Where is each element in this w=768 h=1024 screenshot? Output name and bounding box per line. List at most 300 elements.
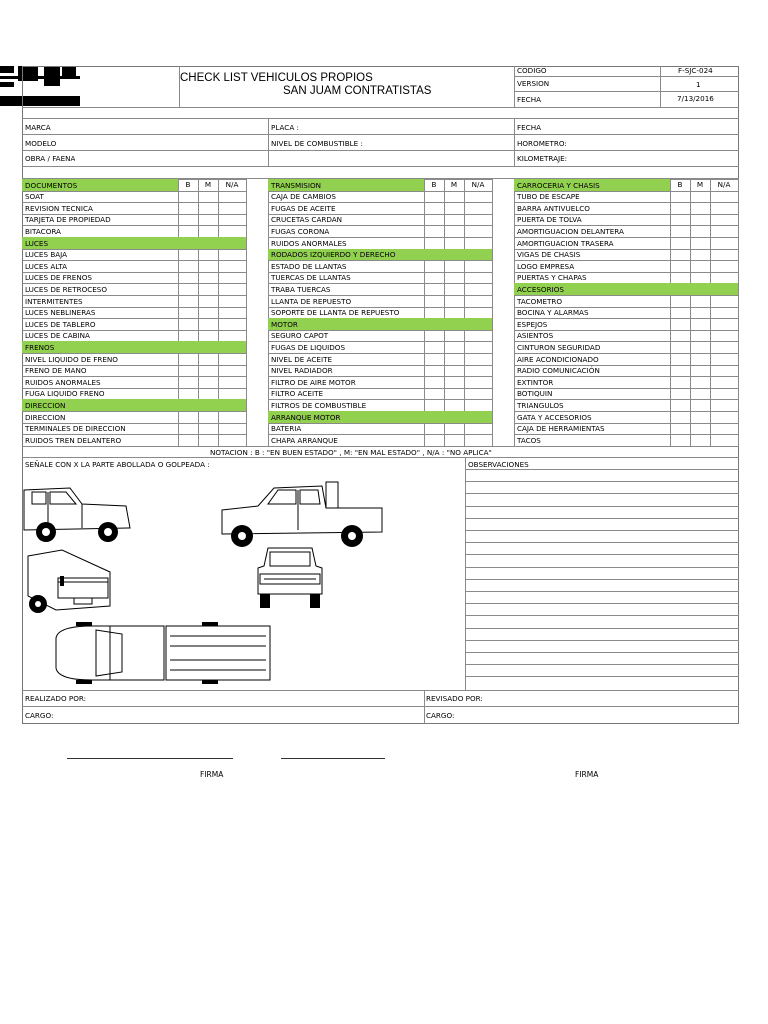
rating-cell-m (198, 399, 218, 411)
checklist-item-label: EXTINTOR (517, 377, 554, 387)
rating-cell-b[interactable] (178, 202, 198, 214)
rating-cell-b[interactable] (424, 202, 444, 214)
section-header: ACCESORIOS (517, 284, 564, 294)
rating-cell-b[interactable] (670, 225, 690, 237)
rating-cell-na[interactable] (218, 353, 246, 365)
rating-cell-m[interactable] (444, 399, 464, 411)
rating-cell-na[interactable] (464, 225, 492, 237)
rating-cell-m[interactable] (690, 399, 710, 411)
rating-cell-b[interactable] (670, 376, 690, 388)
rating-cell-m[interactable] (198, 353, 218, 365)
rating-cell-na[interactable] (464, 307, 492, 319)
rating-cell-b[interactable] (670, 365, 690, 377)
rating-cell-na[interactable] (710, 399, 738, 411)
rating-cell-b[interactable] (670, 399, 690, 411)
rating-cell-na[interactable] (218, 365, 246, 377)
checklist-item-label: LUCES NEBLINERAS (25, 308, 96, 318)
truck-top-view-diagram[interactable] (52, 620, 276, 686)
rating-cell-na[interactable] (464, 295, 492, 307)
kilometraje-field[interactable]: KILOMETRAJE: (517, 154, 568, 163)
rating-cell-b[interactable] (670, 330, 690, 342)
checklist-item-label: RUIDOS ANORMALES (271, 238, 347, 248)
checklist-item-label: SOPORTE DE LLANTA DE REPUESTO (271, 308, 400, 318)
rating-cell-m[interactable] (444, 423, 464, 435)
rating-cell-m[interactable] (690, 330, 710, 342)
grid-line (465, 518, 739, 519)
rating-cell-m[interactable] (198, 307, 218, 319)
checklist-item-label: CHAPA ARRANQUE (271, 435, 338, 445)
rating-cell-m[interactable] (690, 249, 710, 261)
checklist-item-label: CRUCETAS CARDAN (271, 215, 343, 225)
rating-cell-m[interactable] (198, 214, 218, 226)
grid-line (465, 603, 739, 604)
rating-cell-b[interactable] (424, 260, 444, 272)
grid-line (514, 76, 739, 77)
cargo-field-left[interactable]: CARGO: (25, 711, 54, 720)
rating-cell-na[interactable] (218, 307, 246, 319)
rating-cell-na[interactable] (218, 214, 246, 226)
rating-cell-m[interactable] (444, 225, 464, 237)
rating-cell-na[interactable] (464, 365, 492, 377)
rating-cell-m[interactable] (444, 202, 464, 214)
column-header-m: M (696, 180, 704, 189)
checklist-item-label: LUCES BAJA (25, 250, 68, 260)
rating-cell-b[interactable] (670, 237, 690, 249)
rating-cell-na[interactable] (710, 423, 738, 435)
rating-cell-b[interactable] (670, 353, 690, 365)
rating-cell-na[interactable] (710, 341, 738, 353)
rating-cell-m[interactable] (444, 237, 464, 249)
grid-line (465, 591, 739, 592)
checklist-item-label: SEGURO CAPOT (271, 331, 329, 341)
checklist-item-label: FUGA LIQUIDO FRENO (25, 389, 105, 399)
rating-cell-na (710, 283, 738, 295)
rating-cell-na[interactable] (218, 295, 246, 307)
version-label: VERSION (517, 79, 550, 88)
rating-cell-m[interactable] (198, 411, 218, 423)
rating-cell-b[interactable] (670, 260, 690, 272)
rating-cell-na[interactable] (464, 388, 492, 400)
rating-cell-m[interactable] (198, 225, 218, 237)
rating-cell-na[interactable] (218, 434, 246, 446)
rating-cell-m (690, 283, 710, 295)
marca-field[interactable]: MARCA (25, 123, 51, 132)
checklist-item-label: BATERIA (271, 424, 302, 434)
checklist-item-label: DIRECCION (25, 412, 66, 422)
checklist-item-label: BITACORA (25, 226, 61, 236)
rating-cell-b[interactable] (424, 237, 444, 249)
rating-cell-b[interactable] (178, 307, 198, 319)
codigo-label: CODIGO (517, 66, 547, 75)
column-header-m: M (450, 180, 458, 189)
rating-cell-na[interactable] (218, 202, 246, 214)
grid-line (465, 493, 739, 494)
rating-cell-b[interactable] (178, 411, 198, 423)
rating-cell-m[interactable] (690, 353, 710, 365)
grid-line (22, 706, 739, 707)
rating-cell-m[interactable] (198, 191, 218, 203)
rating-cell-na[interactable] (710, 191, 738, 203)
grid-line (22, 150, 739, 151)
signature-line-left[interactable] (67, 758, 233, 759)
rating-cell-na[interactable] (464, 272, 492, 284)
checklist-item-label: TRIANGULOS (517, 400, 564, 410)
rating-cell-na[interactable] (710, 225, 738, 237)
section-header: FRENOS (25, 342, 55, 352)
rating-cell-b[interactable] (178, 295, 198, 307)
rating-cell-m[interactable] (444, 260, 464, 272)
grid-line (465, 640, 739, 641)
section-header: MOTOR (271, 319, 298, 329)
rating-cell-b[interactable] (178, 249, 198, 261)
grid-line (465, 676, 739, 677)
horometro-field[interactable]: HOROMETRO: (517, 139, 567, 148)
grid-line (465, 567, 739, 568)
rating-cell-na[interactable] (218, 272, 246, 284)
rating-cell-na[interactable] (464, 260, 492, 272)
rating-cell-m[interactable] (444, 307, 464, 319)
rating-cell-na[interactable] (710, 388, 738, 400)
rating-cell-b[interactable] (670, 307, 690, 319)
rating-cell-m[interactable] (198, 272, 218, 284)
grid-line (268, 178, 269, 447)
rating-cell-m (444, 411, 464, 423)
rating-cell-b[interactable] (178, 318, 198, 330)
rating-cell-m[interactable] (690, 225, 710, 237)
rating-cell-b[interactable] (424, 388, 444, 400)
rating-cell-b[interactable] (670, 214, 690, 226)
rating-cell-na[interactable] (710, 318, 738, 330)
section-header: DOCUMENTOS (25, 180, 78, 190)
rating-cell-na[interactable] (710, 214, 738, 226)
checklist-item-label: AIRE ACONDICIONADO (517, 354, 599, 364)
checklist-item-label: LUCES DE CABINA (25, 331, 90, 341)
section-header: RODADOS IZQUIERDO Y DERECHO (271, 250, 396, 260)
grid-line (465, 664, 739, 665)
rating-cell-b[interactable] (178, 423, 198, 435)
rating-cell-na[interactable] (710, 237, 738, 249)
checklist-item-label: TRABA TUERCAS (271, 284, 331, 294)
checklist-item-label: LUCES DE RETROCESO (25, 284, 108, 294)
rating-cell-b[interactable] (424, 283, 444, 295)
rating-cell-na[interactable] (218, 225, 246, 237)
grid-line (465, 457, 466, 691)
rating-cell-b[interactable] (424, 376, 444, 388)
grid-line (22, 118, 739, 119)
rating-cell-b[interactable] (178, 434, 198, 446)
rating-cell-b (424, 318, 444, 330)
damage-instructions: SEÑALE CON X LA PARTE ABOLLADA O GOLPEADA : (25, 460, 210, 469)
rating-cell-b[interactable] (424, 423, 444, 435)
rating-cell-b[interactable] (424, 214, 444, 226)
rating-cell-b[interactable] (424, 399, 444, 411)
rating-cell-b (178, 341, 198, 353)
grid-line (660, 66, 661, 107)
placa-field[interactable]: PLACA : (271, 123, 299, 132)
grid-line (492, 179, 493, 446)
truck-left-side-diagram[interactable] (22, 480, 134, 550)
grid-line (465, 652, 739, 653)
rating-cell-b[interactable] (178, 283, 198, 295)
rating-cell-na[interactable] (464, 376, 492, 388)
realizado-por-field[interactable]: REALIZADO POR: (25, 694, 87, 703)
rating-cell-m[interactable] (444, 353, 464, 365)
rating-cell-m[interactable] (690, 318, 710, 330)
column-header-m: M (204, 180, 212, 189)
rating-cell-b[interactable] (178, 388, 198, 400)
checklist-item-label: LUCES DE FRENOS (25, 273, 92, 283)
rating-cell-m[interactable] (444, 272, 464, 284)
checklist-item-label: CAJA DE HERRAMIENTAS (517, 424, 605, 434)
rating-cell-na[interactable] (218, 376, 246, 388)
checklist-item-label: ESPEJOS (517, 319, 548, 329)
rating-cell-b[interactable] (670, 272, 690, 284)
rating-cell-m[interactable] (198, 249, 218, 261)
column-header-na: N/A (717, 180, 731, 189)
grid-line (465, 615, 739, 616)
rating-cell-b (670, 283, 690, 295)
grid-line (465, 628, 739, 629)
rating-cell-b[interactable] (178, 272, 198, 284)
rating-cell-na[interactable] (710, 272, 738, 284)
rating-cell-m[interactable] (444, 191, 464, 203)
rating-cell-m[interactable] (444, 376, 464, 388)
rating-cell-na[interactable] (464, 202, 492, 214)
rating-cell-na[interactable] (464, 341, 492, 353)
rating-cell-na[interactable] (710, 330, 738, 342)
rating-cell-b[interactable] (424, 365, 444, 377)
rating-cell-na[interactable] (710, 307, 738, 319)
checklist-item-label: TACOS (517, 435, 541, 445)
rating-cell-m[interactable] (690, 434, 710, 446)
rating-cell-b[interactable] (670, 295, 690, 307)
rating-cell-na[interactable] (710, 295, 738, 307)
rating-cell-na[interactable] (218, 330, 246, 342)
rating-cell-b[interactable] (424, 353, 444, 365)
fecha-field[interactable]: FECHA (517, 123, 542, 132)
rating-cell-b[interactable] (670, 411, 690, 423)
rating-cell-na[interactable] (464, 353, 492, 365)
checklist-item-label: VIGAS DE CHASIS (517, 250, 581, 260)
rating-cell-na[interactable] (464, 330, 492, 342)
rating-cell-m[interactable] (690, 191, 710, 203)
rating-cell-na[interactable] (464, 237, 492, 249)
rating-cell-b[interactable] (424, 330, 444, 342)
column-header-b: B (677, 180, 683, 189)
rating-cell-m[interactable] (198, 423, 218, 435)
truck-front-diagram[interactable] (254, 544, 326, 612)
rating-cell-m[interactable] (198, 365, 218, 377)
rating-cell-na[interactable] (218, 411, 246, 423)
checklist-item-label: FILTRO DE AIRE MOTOR (271, 377, 356, 387)
rating-cell-b[interactable] (424, 272, 444, 284)
rating-cell-na[interactable] (710, 411, 738, 423)
rating-cell-na[interactable] (464, 434, 492, 446)
rating-cell-b[interactable] (178, 365, 198, 377)
rating-cell-na[interactable] (218, 249, 246, 261)
rating-cell-m[interactable] (198, 388, 218, 400)
rating-cell-b[interactable] (424, 341, 444, 353)
rating-cell-na[interactable] (710, 353, 738, 365)
rating-cell-b[interactable] (424, 225, 444, 237)
rating-cell-b (424, 249, 444, 261)
rating-cell-m[interactable] (198, 295, 218, 307)
rating-cell-m[interactable] (690, 307, 710, 319)
rating-cell-m[interactable] (690, 365, 710, 377)
rating-cell-b[interactable] (178, 330, 198, 342)
rating-cell-m[interactable] (198, 318, 218, 330)
checklist-item-label: PUERTA DE TOLVA (517, 215, 582, 225)
rating-cell-na[interactable] (464, 283, 492, 295)
rating-cell-b[interactable] (178, 191, 198, 203)
obra-faena-field[interactable]: OBRA / FAENA (25, 154, 76, 163)
rating-cell-m[interactable] (198, 434, 218, 446)
rating-cell-na[interactable] (218, 283, 246, 295)
rating-cell-m[interactable] (198, 202, 218, 214)
grid-line (514, 91, 739, 92)
rating-cell-na[interactable] (464, 423, 492, 435)
rating-cell-na[interactable] (710, 260, 738, 272)
rating-cell-m[interactable] (690, 411, 710, 423)
rating-cell-m[interactable] (444, 330, 464, 342)
rating-cell-na (218, 399, 246, 411)
checklist-item-label: LUCES ALTA (25, 261, 67, 271)
column-header-na: N/A (471, 180, 485, 189)
rating-cell-na[interactable] (218, 388, 246, 400)
rating-cell-b[interactable] (670, 423, 690, 435)
rating-cell-b[interactable] (424, 191, 444, 203)
rating-cell-b[interactable] (670, 388, 690, 400)
checklist-item-label: TERMINALES DE DIRECCION (25, 424, 126, 434)
rating-cell-na[interactable] (710, 434, 738, 446)
signature-line-middle[interactable] (281, 758, 385, 759)
section-header: CARROCERIA Y CHASIS (517, 180, 600, 190)
column-header-b: B (185, 180, 191, 189)
rating-cell-na[interactable] (218, 423, 246, 435)
checklist-item-label: AMORTIGUACION TRASERA (517, 238, 614, 248)
nivel-combustible-field[interactable]: NIVEL DE COMBUSTIBLE : (271, 139, 363, 148)
section-header: DIRECCION (25, 400, 66, 410)
grid-line (465, 554, 739, 555)
rating-cell-m[interactable] (198, 376, 218, 388)
checklist-item-label: LLANTA DE REPUESTO (271, 296, 352, 306)
rating-cell-m[interactable] (198, 283, 218, 295)
truck-rear-diagram[interactable] (22, 548, 114, 618)
rating-cell-m[interactable] (690, 376, 710, 388)
modelo-field[interactable]: MODELO (25, 139, 57, 148)
rating-cell-m[interactable] (198, 330, 218, 342)
checklist-item-label: RADIO COMUNICACIÓN (517, 366, 600, 376)
rating-cell-b[interactable] (424, 295, 444, 307)
rating-cell-b[interactable] (178, 353, 198, 365)
rating-cell-na[interactable] (218, 191, 246, 203)
grid-line (22, 134, 739, 135)
rating-cell-m[interactable] (444, 283, 464, 295)
rating-cell-b[interactable] (670, 341, 690, 353)
rating-cell-b[interactable] (670, 318, 690, 330)
rating-cell-m[interactable] (444, 365, 464, 377)
rating-cell-b[interactable] (670, 202, 690, 214)
rating-cell-m[interactable] (444, 295, 464, 307)
form-subtitle: SAN JUAM CONTRATISTAS (283, 85, 432, 97)
rating-cell-na[interactable] (464, 214, 492, 226)
grid-line (22, 107, 739, 108)
version-value: 1 (696, 80, 701, 89)
rating-cell-m[interactable] (690, 423, 710, 435)
truck-right-side-diagram[interactable] (218, 478, 386, 550)
rating-cell-b[interactable] (178, 214, 198, 226)
rating-cell-m[interactable] (690, 237, 710, 249)
rating-cell-na (464, 411, 492, 423)
checklist-item-label: NIVEL DE ACEITE (271, 354, 333, 364)
rating-cell-na[interactable] (464, 191, 492, 203)
checklist-item-label: ASIENTOS (517, 331, 554, 341)
firma-label-left: FIRMA (200, 770, 224, 779)
checklist-item-label: FILTRO ACEITE (271, 389, 323, 399)
checklist-item-label: FILTROS DE COMBUSTIBLE (271, 400, 367, 410)
rating-cell-na[interactable] (464, 399, 492, 411)
checklist-item-label: GATA Y ACCESORIOS (517, 412, 592, 422)
rating-cell-b[interactable] (670, 434, 690, 446)
rating-cell-m[interactable] (690, 295, 710, 307)
rating-cell-m[interactable] (690, 214, 710, 226)
checklist-item-label: PUERTAS Y CHAPAS (517, 273, 587, 283)
rating-cell-m[interactable] (690, 388, 710, 400)
notation-legend: NOTACION : B : "EN BUEN ESTADO" , M: "EN MAL ESTADO" , N/A : "NO APLICA" (210, 448, 492, 457)
grid-line (514, 178, 515, 447)
rating-cell-m[interactable] (444, 341, 464, 353)
rating-cell-na[interactable] (218, 318, 246, 330)
checklist-item-label: FUGAS CORONA (271, 226, 330, 236)
cargo-field-right[interactable]: CARGO: (426, 711, 455, 720)
grid-line (738, 179, 739, 446)
rating-cell-na[interactable] (710, 202, 738, 214)
rating-cell-b[interactable] (670, 249, 690, 261)
rating-cell-b[interactable] (424, 307, 444, 319)
rating-cell-b (178, 237, 198, 249)
grid-line (465, 530, 739, 531)
rating-cell-b[interactable] (178, 376, 198, 388)
fecha-header-label: FECHA (517, 95, 542, 104)
rating-cell-b[interactable] (670, 191, 690, 203)
rating-cell-m[interactable] (690, 341, 710, 353)
rating-cell-m[interactable] (690, 202, 710, 214)
rating-cell-m[interactable] (444, 434, 464, 446)
fecha-header-value: 7/13/2016 (677, 94, 714, 103)
section-header: ARRANQUE MOTOR (271, 412, 341, 422)
rating-cell-b[interactable] (178, 225, 198, 237)
rating-cell-na[interactable] (710, 365, 738, 377)
rating-cell-b[interactable] (424, 434, 444, 446)
rating-cell-na[interactable] (218, 260, 246, 272)
rating-cell-m (444, 249, 464, 261)
column-header-na: N/A (225, 180, 239, 189)
revisado-por-field[interactable]: REVISADO POR: (426, 694, 483, 703)
rating-cell-na (464, 318, 492, 330)
form-title: CHECK LIST VEHICULOS PROPIOS (180, 72, 373, 84)
rating-cell-b[interactable] (178, 260, 198, 272)
rating-cell-m[interactable] (198, 260, 218, 272)
rating-cell-na[interactable] (710, 376, 738, 388)
checklist-item-label: FUGAS DE ACEITE (271, 203, 336, 213)
rating-cell-m[interactable] (690, 272, 710, 284)
rating-cell-m[interactable] (690, 260, 710, 272)
rating-cell-m[interactable] (444, 214, 464, 226)
rating-cell-na[interactable] (710, 249, 738, 261)
rating-cell-m[interactable] (444, 388, 464, 400)
checklist-item-label: LUCES DE TABLERO (25, 319, 96, 329)
grid-line (465, 506, 739, 507)
